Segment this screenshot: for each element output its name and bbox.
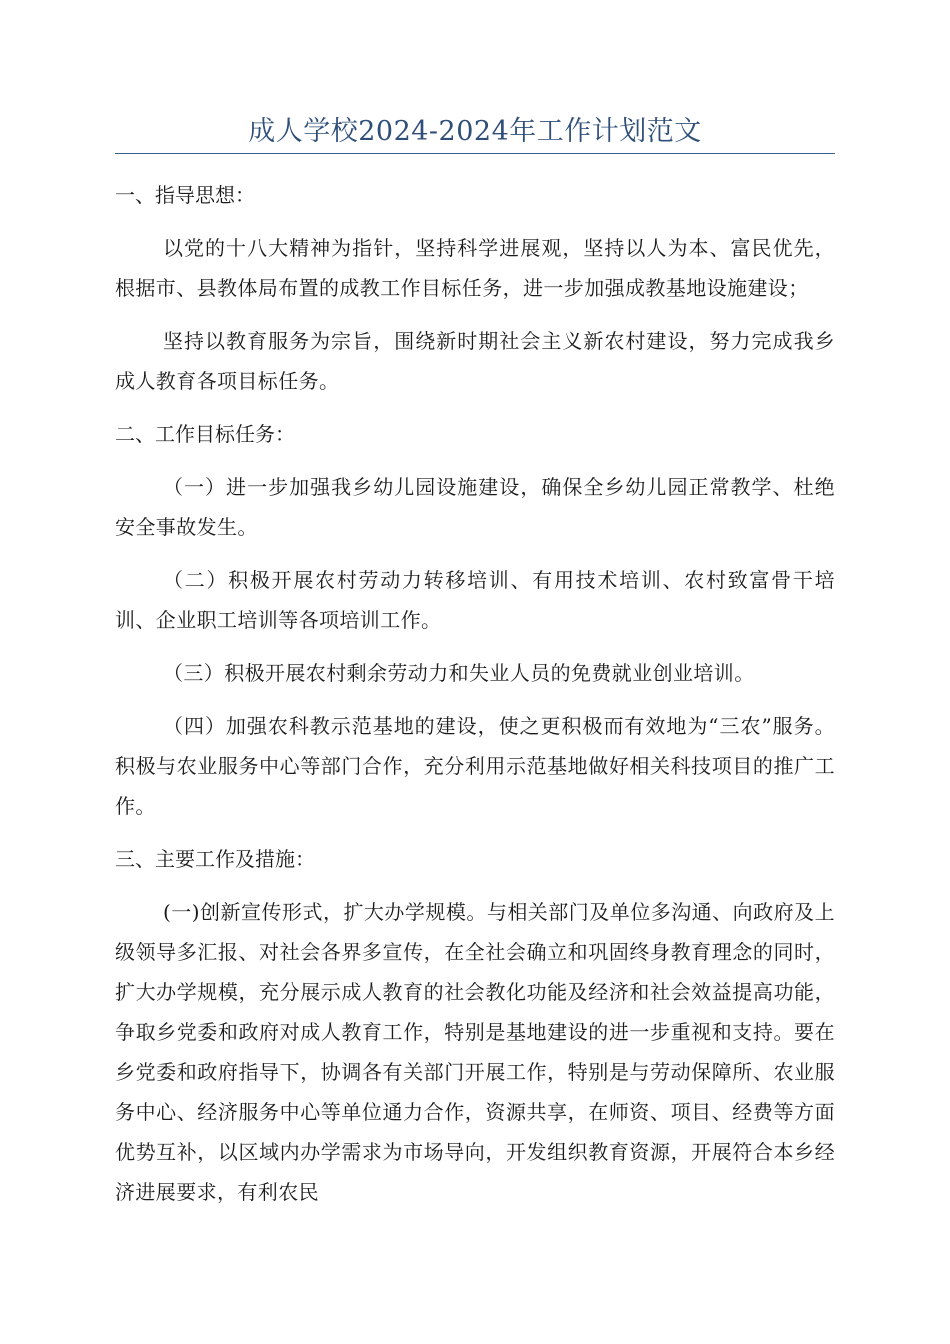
- document-title: 成人学校2024-2024年工作计划范文: [248, 116, 702, 147]
- paragraph: 以党的十八大精神为指针，坚持科学进展观，坚持以人为本、富民优先，根据市、县教体局布置的成教工作目标任务，进一步加强成教基地设施建设；: [115, 236, 835, 300]
- paragraph: （四）加强农科教示范基地的建设，使之更积极而有效地为“三农”服务。积极与农业服务中心等部门合作，充分利用示范基地做好相关科技项目的推广工作。: [115, 714, 835, 818]
- section-heading-main-work-measures: 三、主要工作及措施：: [115, 847, 315, 871]
- paragraph: （二）积极开展农村劳动力转移培训、有用技术培训、农村致富骨干培训、企业职工培训等各项培训工作。: [115, 568, 835, 632]
- document-body: [115, 175, 835, 1225]
- paragraph: (一)创新宣传形式，扩大办学规模。与相关部门及单位多沟通、向政府及上级领导多汇报、对社会各界多宣传，在全社会确立和巩固终身教育理念的同时，扩大办学规模，充分展示成人教育的社会教化功能及经济和社会效益提高功能，争取乡党委和政府对成人教育工作，特别是基地建设的进一步重视和支持。要在乡党委和政府指导下，协调各有关部门开展工作，特别是与劳动保障所、农业服务中心、经济服务中心等单位通力合作，资源共享，在师资、项目、经费等方面优势互补，以区域内办学需求为市场导向，开发组织教育资源，开展符合本乡经济进展要求，有利农民: [115, 900, 835, 1204]
- section-heading-guiding-ideology: 一、指导思想：: [115, 183, 255, 207]
- paragraph: （三）积极开展农村剩余劳动力和失业人员的免费就业创业培训。: [163, 661, 755, 685]
- section-heading-work-goals: 二、工作目标任务：: [115, 422, 295, 446]
- paragraph: 坚持以教育服务为宗旨，围绕新时期社会主义新农村建设，努力完成我乡成人教育各项目标任务。: [115, 329, 835, 393]
- paragraph: （一）进一步加强我乡幼儿园设施建设，确保全乡幼儿园正常教学、杜绝安全事故发生。: [115, 475, 835, 539]
- title-underline: [115, 153, 835, 154]
